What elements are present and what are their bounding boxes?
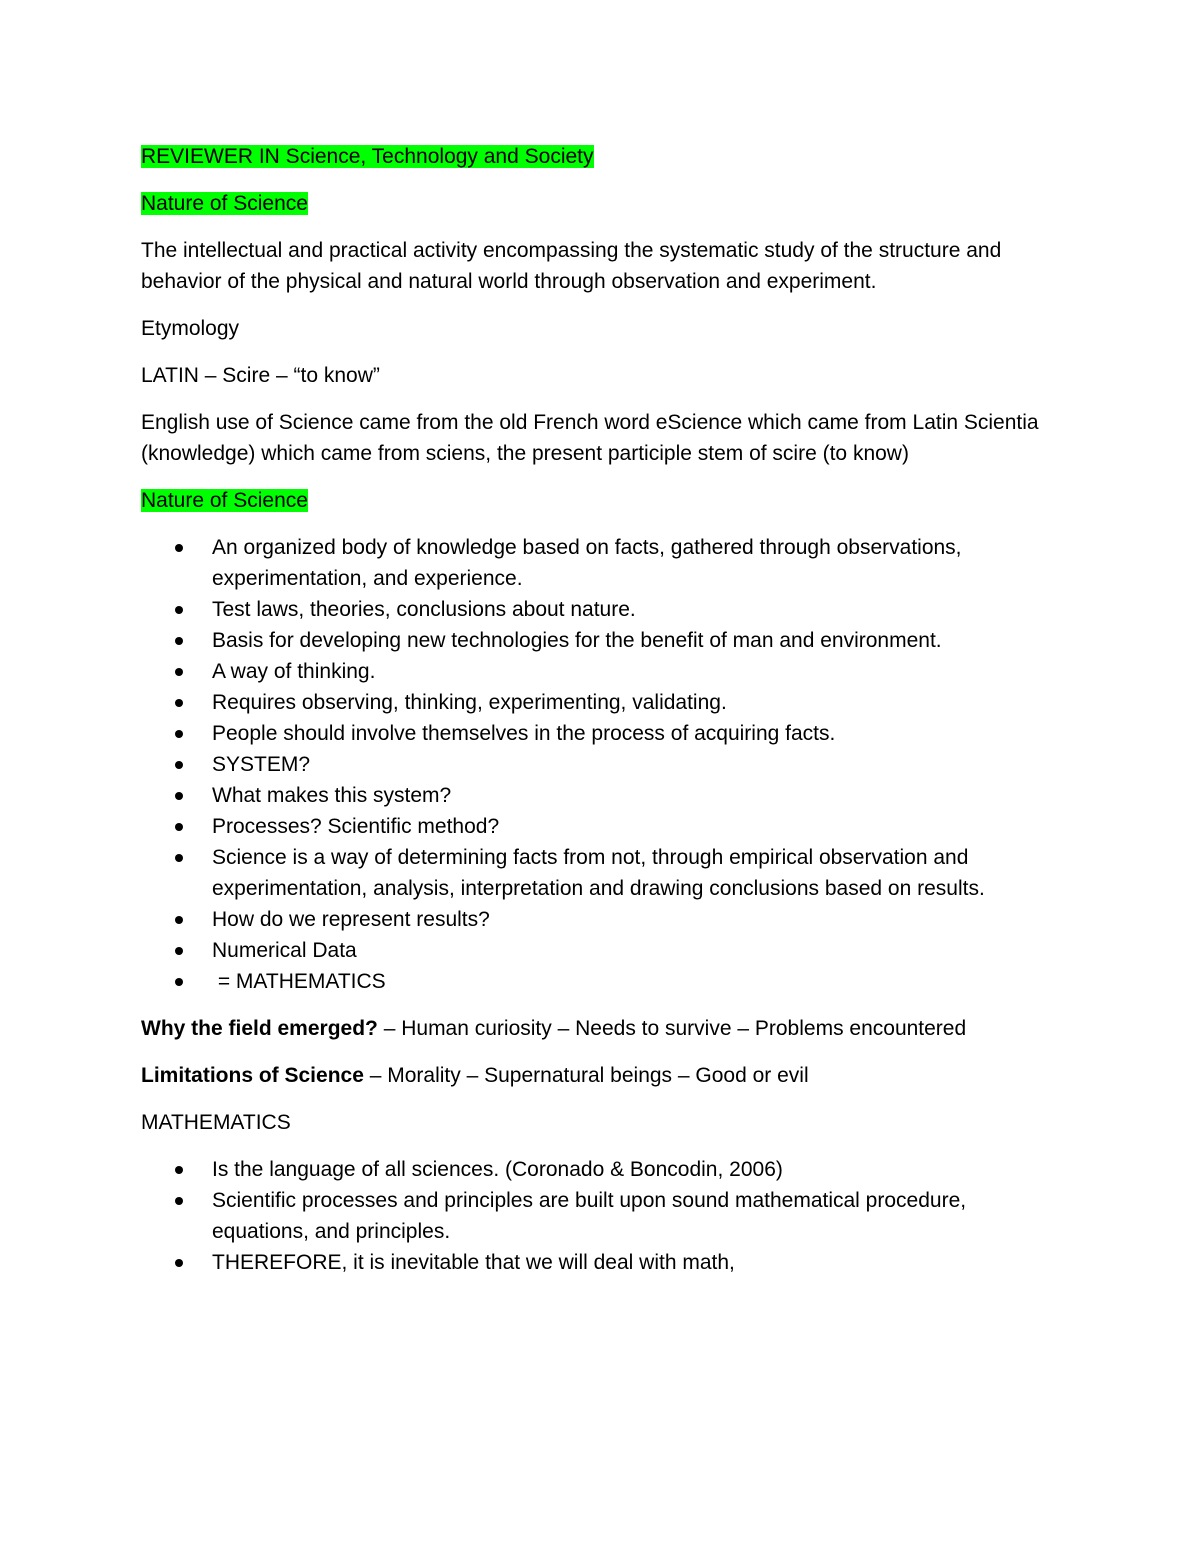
definition-paragraph: The intellectual and practical activity encompassing the systematic study of the structure and behavior of the physical and natural world through observation and experiment.	[141, 239, 1002, 293]
bullet-icon	[175, 916, 183, 924]
list-item	[141, 780, 1061, 811]
etymology-label: Etymology	[141, 317, 240, 340]
list-item	[141, 749, 1061, 780]
list-item	[141, 1247, 1061, 1278]
limitations-label: Limitations of Science	[141, 1064, 364, 1087]
list-item-text: Requires observing, thinking, experimenting, validating.	[212, 691, 727, 714]
list-item-text: Basis for developing new technologies for the benefit of man and environment.	[212, 629, 942, 652]
list-item-text: Test laws, theories, conclusions about nature.	[212, 598, 636, 621]
list-item-text: What makes this system?	[212, 784, 452, 807]
list-item	[141, 1154, 1061, 1185]
english-use-paragraph: English use of Science came from the old French word eScience which came from Latin Scientia (knowledge) which came from sciens, the present participle stem of scire (to know)	[141, 411, 1039, 465]
document-content	[141, 141, 1061, 1294]
bullet-icon	[175, 761, 183, 769]
list-item-text: An organized body of knowledge based on facts, gathered through observations, experimentation, and experience.	[212, 536, 962, 590]
document-title-line	[141, 141, 1061, 172]
bullet-icon	[175, 854, 183, 862]
limitations-text: – Morality – Supernatural beings – Good or evil	[363, 1064, 809, 1087]
why-emerged-text: – Human curiosity – Needs to survive – Problems encountered	[377, 1017, 967, 1040]
bullet-icon	[175, 1197, 183, 1205]
list-item-text: Is the language of all sciences. (Coronado & Boncodin, 2006)	[212, 1158, 783, 1181]
list-item-text: THEREFORE, it is inevitable that we will deal with math,	[212, 1251, 735, 1274]
section-heading-nature-of-science-2: Nature of Science	[141, 489, 308, 512]
bullet-icon	[175, 1259, 183, 1267]
bullet-icon	[175, 606, 183, 614]
list-item	[141, 656, 1061, 687]
list-item-text: How do we represent results?	[212, 908, 490, 931]
section-heading-line	[141, 188, 1061, 219]
list-item-text: Processes? Scientific method?	[212, 815, 500, 838]
bullet-icon	[175, 823, 183, 831]
math-bullet-list	[141, 1154, 1061, 1278]
list-item	[141, 935, 1061, 966]
list-item	[141, 687, 1061, 718]
bullet-icon	[175, 1166, 183, 1174]
list-item	[141, 625, 1061, 656]
bullet-icon	[175, 978, 183, 986]
list-item	[141, 904, 1061, 935]
list-item	[141, 811, 1061, 842]
bullet-icon	[175, 637, 183, 645]
list-item-text: = MATHEMATICS	[212, 970, 386, 993]
bullet-icon	[175, 730, 183, 738]
why-emerged-line	[141, 1013, 1061, 1044]
document-title: REVIEWER IN Science, Technology and Society	[141, 145, 594, 168]
list-item-text: Numerical Data	[212, 939, 357, 962]
section-heading-nature-of-science: Nature of Science	[141, 192, 308, 215]
list-item	[141, 842, 1061, 904]
list-item-text: People should involve themselves in the process of acquiring facts.	[212, 722, 836, 745]
list-item-text: Scientific processes and principles are built upon sound mathematical procedure, equations, and principles.	[212, 1189, 967, 1243]
list-item-text: Science is a way of determining facts from not, through empirical observation and experimentation, analysis, interpretation and drawing conclusions based on results.	[212, 846, 985, 900]
latin-line: LATIN – Scire – “to know”	[141, 364, 380, 387]
bullet-icon	[175, 668, 183, 676]
list-item	[141, 966, 1061, 997]
bullet-icon	[175, 792, 183, 800]
list-item	[141, 1185, 1061, 1247]
list-item	[141, 594, 1061, 625]
section-heading-line-2	[141, 485, 1061, 516]
why-emerged-label: Why the field emerged?	[141, 1017, 378, 1040]
list-item	[141, 532, 1061, 594]
bullet-icon	[175, 947, 183, 955]
nature-bullet-list	[141, 532, 1061, 997]
limitations-line	[141, 1060, 1061, 1091]
list-item-text: A way of thinking.	[212, 660, 376, 683]
mathematics-heading: MATHEMATICS	[141, 1111, 291, 1134]
list-item-text: SYSTEM?	[212, 753, 311, 776]
bullet-icon	[175, 699, 183, 707]
bullet-icon	[175, 544, 183, 552]
list-item	[141, 718, 1061, 749]
